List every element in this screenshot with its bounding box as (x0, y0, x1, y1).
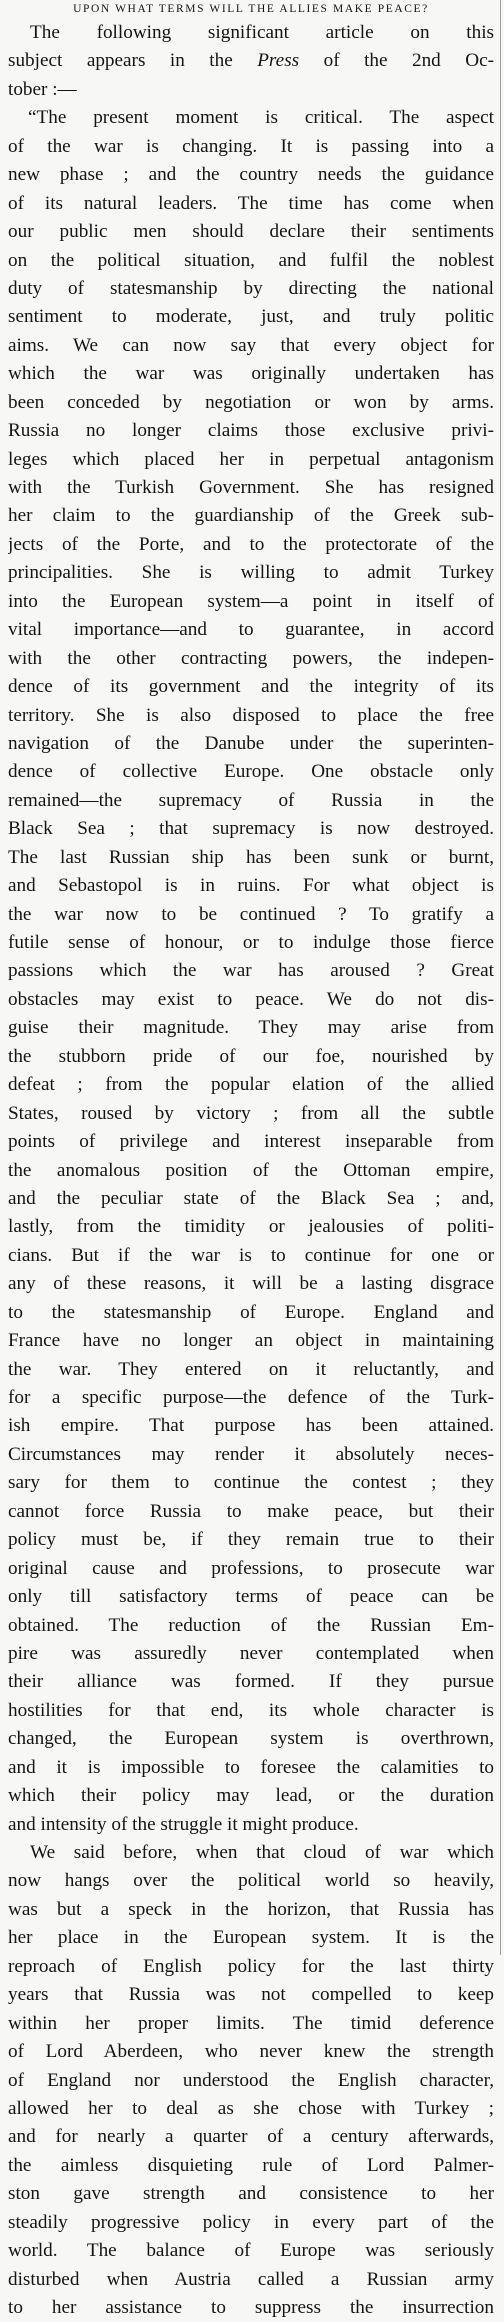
text-line: new phase ; and the country needs the guidance (8, 164, 494, 186)
text-line: vital importance—and to guarantee, in accord (8, 619, 494, 641)
text-line: reproach of English policy for the last thirty (8, 1955, 494, 1977)
text-line: passions which the war has aroused ? Great (8, 960, 494, 982)
text-line: world. The balance of Europe was seriously (8, 2240, 494, 2262)
text-line: Black Sea ; that supremacy is now destroyed. (8, 818, 494, 840)
text-line: principalities. She is willing to admit Turkey (8, 562, 494, 584)
text-line: States, roused by victory ; from all the subtle (8, 1102, 494, 1124)
text-line: leges which placed her in perpetual antagonism (8, 448, 494, 470)
text-line: for a specific purpose—the defence of the Turk- (8, 1387, 494, 1408)
text-line: sary for them to continue the contest ; they (8, 1472, 494, 1494)
text-line: aims. We can now say that every object for (8, 334, 494, 356)
text-line: of the war is changing. It is passing into a (8, 135, 494, 157)
text-line: changed, the European system is overthrown, (8, 1728, 494, 1750)
text-line: the stubborn pride of our foe, nourished by (8, 1045, 494, 1067)
text-line: with the Turkish Government. She has resigned (8, 477, 494, 498)
text-line: to her assistance to suppress the insurrection (8, 2297, 494, 2318)
text-line: “The present moment is critical. The aspect (28, 107, 494, 129)
intro-line: tober :— (8, 78, 77, 100)
text-line: which their policy may lead, or the duration (8, 1785, 494, 1807)
text-line: into the European system—a point in itself of (8, 590, 494, 612)
text-line: pire was assuredly never contemplated when (8, 1642, 494, 1664)
text-line: the aimless disquieting rule of Lord Palmer- (8, 2154, 494, 2176)
text-line: of its natural leaders. The time has come when (8, 192, 494, 214)
text-line: her claim to the guardianship of the Greek sub- (8, 505, 494, 527)
text-line: their alliance was formed. If they pursue (8, 1671, 494, 1693)
text-line: ston gave strength and consistence to her (8, 2183, 494, 2205)
text-line: to the statesmanship of Europe. England and (8, 1301, 494, 1323)
text-line: of England nor understood the English character, (8, 2069, 494, 2091)
text-line: remained—the supremacy of Russia in the (8, 789, 494, 811)
text-line: dence of its government and the integrity of its (8, 676, 494, 698)
text-line: our public men should declare their sentiments (8, 221, 494, 243)
text-line: obstacles may exist to peace. We do not dis- (8, 988, 494, 1010)
text-line: lastly, from the timidity or jealousies of politi- (8, 1216, 494, 1238)
text-line: Circumstances may render it absolutely neces- (8, 1443, 494, 1465)
text-line: any of these reasons, it will be a lasting disgrace (8, 1273, 494, 1295)
text-line: policy must be, if they remain true to their (8, 1529, 494, 1551)
text-line: hostilities for that end, its whole character is (8, 1699, 494, 1721)
text-line: on the political situation, and fulfil the noblest (8, 249, 494, 271)
text-line: cians. But if the war is to continue for one or (8, 1244, 494, 1266)
text-line: jects of the Porte, and to the protectorate of the (8, 533, 494, 555)
text-line: and the peculiar state of the Black Sea ; and, (8, 1187, 494, 1209)
text-line: which the war was originally undertaken has (8, 363, 494, 385)
text-line: disturbed when Austria called a Russian army (8, 2268, 494, 2290)
text-line: defeat ; from the popular elation of the allied (8, 1074, 494, 1096)
text-line: years that Russia was not compelled to keep (8, 1984, 494, 2006)
text-line: only till satisfactory terms of peace can be (8, 1586, 494, 1608)
text-line: sentiment to moderate, just, and truly politic (8, 306, 494, 328)
text-line: France have no longer an object in maintaining (8, 1330, 494, 1352)
publication-name: Press (257, 50, 300, 72)
text-line: duty of statesmanship by directing the national (8, 277, 494, 299)
text-line: been conceded by negotiation or won by arms. (8, 391, 494, 413)
text-line: points of privilege and interest inseparable from (8, 1131, 494, 1153)
text-line: dence of collective Europe. One obstacle only (8, 761, 494, 783)
article-headline: UPON WHAT TERMS WILL THE ALLIES MAKE PEACE? (73, 3, 429, 15)
text-line: was but a speck in the horizon, that Russia has (8, 1898, 494, 1920)
text-line: Russia no longer claims those exclusive privi- (8, 420, 494, 442)
text-line: navigation of the Danube under the superinten- (8, 732, 494, 754)
text-line: ish empire. That purpose has been attained. (8, 1415, 494, 1437)
text-line: futile sense of honour, or to indulge those fierce (8, 932, 494, 953)
text-line: territory. She is also disposed to place the free (8, 704, 494, 726)
text-line: cannot force Russia to make peace, but their (8, 1500, 494, 1522)
text-line: steadily progressive policy in every part of the (8, 2211, 494, 2233)
text-line: The last Russian ship has been sunk or burnt, (8, 846, 494, 868)
text-line: within her proper limits. The timid deference (8, 2012, 494, 2034)
text-line: original cause and professions, to prosecute war (8, 1557, 494, 1579)
text-line: and intensity of the struggle it might produce. (8, 1813, 359, 1835)
intro-line: subject appears in the Press of the 2nd Oc- (8, 50, 494, 72)
text-line: We said before, when that cloud of war which (30, 1842, 494, 1863)
text-line: now hangs over the political world so heavily, (8, 1870, 494, 1892)
text-line: of Lord Aberdeen, who never knew the strength (8, 2041, 494, 2063)
text-line: and Sebastopol is in ruins. For what object is (8, 875, 494, 897)
text-line: the anomalous position of the Ottoman empire, (8, 1159, 494, 1181)
text-line: allowed her to deal as she chose with Turkey ; (8, 2097, 494, 2119)
text-line: and for nearly a quarter of a century afterwards, (8, 2126, 494, 2148)
text-line: and it is impossible to foresee the calamities to (8, 1756, 494, 1778)
intro-line: The following significant article on this (30, 22, 494, 43)
text-line: the war now to be continued ? To gratify a (8, 903, 494, 925)
text-line: with the other contracting powers, the indepen- (8, 647, 494, 669)
text-line: her place in the European system. It is the (8, 1927, 494, 1949)
column-rule (500, 0, 501, 1955)
text-line: the war. They entered on it reluctantly, and (8, 1358, 494, 1380)
article-body (8, 104, 494, 2322)
text-line: obtained. The reduction of the Russian Em- (8, 1614, 494, 1636)
text-line: guise their magnitude. They may arise from (8, 1017, 494, 1039)
